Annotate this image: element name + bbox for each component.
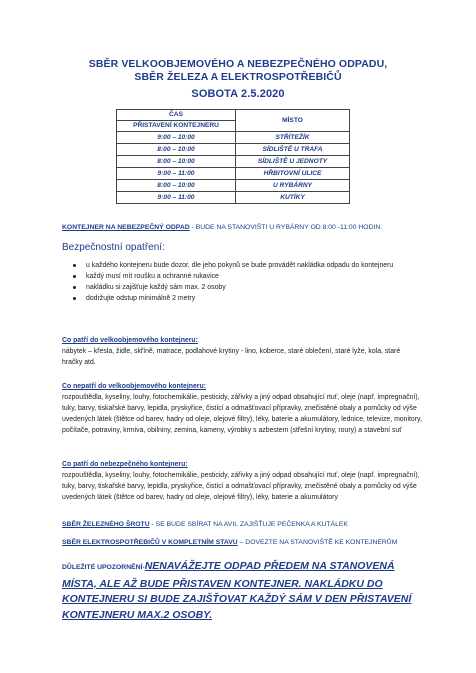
schedule-row [117, 132, 350, 144]
important-notice-text: NENAVÁŽEJTE ODPAD PŘEDEM NA STANOVENÁ MÍSTA, ALE AŽ BUDE PŘISTAVEN KONTEJNER. NAKLÁDKU DO KONTEJNERU SI BUDE ZAJIŠŤOVAT KAŽDÝ SÁM V DEN PŘISTAVENÍ KONTEJNERU MAX.2 OSOBY. [62, 560, 412, 621]
schedule-table [116, 109, 350, 204]
hazard-container-text: - BUDE NA STANOVIŠTI U RYBÁRNY OD 8:00 -11:00 HODIN. [189, 224, 383, 231]
schedule-time: 9:00 – 11:00 [117, 168, 236, 180]
list-item: nakládku si zajišťuje každý sám max. 2 osoby [62, 282, 422, 293]
main-heading-line1: SBĚR VELKOOBJEMOVÉHO A NEBEZPEČNÉHO ODPADU, [88, 58, 388, 70]
iron-collection-text: - SE BUDE SBÍRAT NA AVII, ZAJIŠŤUJE PEČENKA A KUTÁLEK [149, 521, 348, 528]
schedule-time: 8:00 – 10:00 [117, 156, 236, 168]
schedule-time: 8:00 – 10:00 [117, 144, 236, 156]
schedule-place: SÍDLIŠTĚ U JEDNOTY [236, 156, 350, 168]
schedule-place: KUTÍKY [236, 192, 350, 204]
safety-title: Bezpečnostní opatření: [62, 242, 165, 253]
schedule-col-time-sub: PŘISTAVENÍ KONTEJNERU [117, 121, 236, 132]
schedule-place: U RYBÁRNY [236, 180, 350, 192]
schedule-row [117, 168, 350, 180]
event-date: SOBOTA 2.5.2020 [191, 88, 285, 100]
list-item: dodržujte odstup minimálně 2 metry [62, 293, 422, 304]
section-hazard-text: rozpouštědla, kyseliny, louhy, fotochemikálie, pesticidy, zářivky a jiný odpad obsahující rtuť, oleje (např. impregnační), tuky, barvy, tiskařské barvy, lepidla, pryskyřice, čistící a odmašťovací přípravky, znečistěné obaly a pomůcky od výše uvedených látek (štětce od barev, hadry od oleje, olejové filtry), léky, baterie a akumulátory [62, 472, 420, 501]
schedule-time: 8:00 – 10:00 [117, 180, 236, 192]
section-not-bulky-heading: Co nepatří do velkoobjemového kontejneru: [62, 383, 206, 390]
schedule-col-place: MÍSTO [236, 110, 350, 132]
section-bulky-heading: Co patří do velkoobjemového kontejneru: [62, 337, 198, 344]
schedule-row [117, 144, 350, 156]
main-heading-line2: SBĚR ŽELEZA A ELEKTROSPOTŘEBIČŮ [134, 71, 342, 83]
schedule-header-row [117, 110, 350, 121]
schedule-row [117, 192, 350, 204]
section-not-bulky [62, 381, 422, 436]
schedule-row [117, 156, 350, 168]
schedule-time: 9:00 – 11:00 [117, 192, 236, 204]
schedule-place: STŘÍTEŽÍK [236, 132, 350, 144]
schedule-place: HŘBITOVNÍ ULICE [236, 168, 350, 180]
electro-collection-text: – DOVEZTE NA STANOVIŠTĚ KE KONTEJNERŮM [237, 539, 398, 546]
section-not-bulky-text: rozpouštědla, kyseliny, louhy, fotochemikálie, pesticidy, zářivky a jiný odpad obsahující rtuť, oleje (např. impregnační), tuky, barvy, tiskařské barvy, lepidla, pryskyřice, čistící a odmašťovací přípravky, znečistěné obaly a pomůcky od výše uvedených látek (štětce od barev, hadry od oleje, olejové filtry), léky, baterie a akumulátory, lednice, televize, monitory, počítače, potraviny, krmiva, obilniny, zemina, kameny, výrobky s azbestem (střešní krytiny, roury) a stavební suť [62, 394, 422, 434]
section-hazard-heading: Co patří do nebezpečného kontejneru: [62, 461, 188, 468]
section-bulky [62, 335, 422, 368]
schedule-time: 9:00 – 10:00 [117, 132, 236, 144]
electro-collection-label: SBĚR ELEKTROSPOTŘEBIČŮ V KOMPLETNÍM STAVU [62, 539, 238, 546]
schedule-row [117, 180, 350, 192]
safety-list [62, 260, 422, 304]
schedule-place: SÍDLIŠTĚ U TRAFA [236, 144, 350, 156]
electro-collection-note [62, 539, 397, 546]
list-item: každý musí mít roušku a ochranné rukavice [62, 271, 422, 282]
hazard-container-label: KONTEJNER NA NEBEZPEČNÝ ODPAD [62, 224, 190, 231]
hazard-container-note [62, 224, 382, 231]
section-hazard [62, 459, 422, 503]
important-notice-label: DŮLEŽITÉ UPOZORNĚNÍ- [62, 564, 145, 571]
important-notice [62, 558, 414, 622]
schedule-col-time: ČAS [117, 110, 236, 121]
list-item: u každého kontejneru bude dozor, dle jeho pokynů se bude provádět nakládka odpadu do kontejneru [62, 260, 422, 271]
iron-collection-label: SBĚR ŽELEZNÉHO ŠROTU [62, 521, 150, 528]
section-bulky-text: nábytek – křesla, židle, skříně, matrace, podlahové krytiny - lino, koberce, staré oblečení, staré lyže, kola, staré hračky atd. [62, 348, 401, 366]
iron-collection-note [62, 521, 348, 528]
